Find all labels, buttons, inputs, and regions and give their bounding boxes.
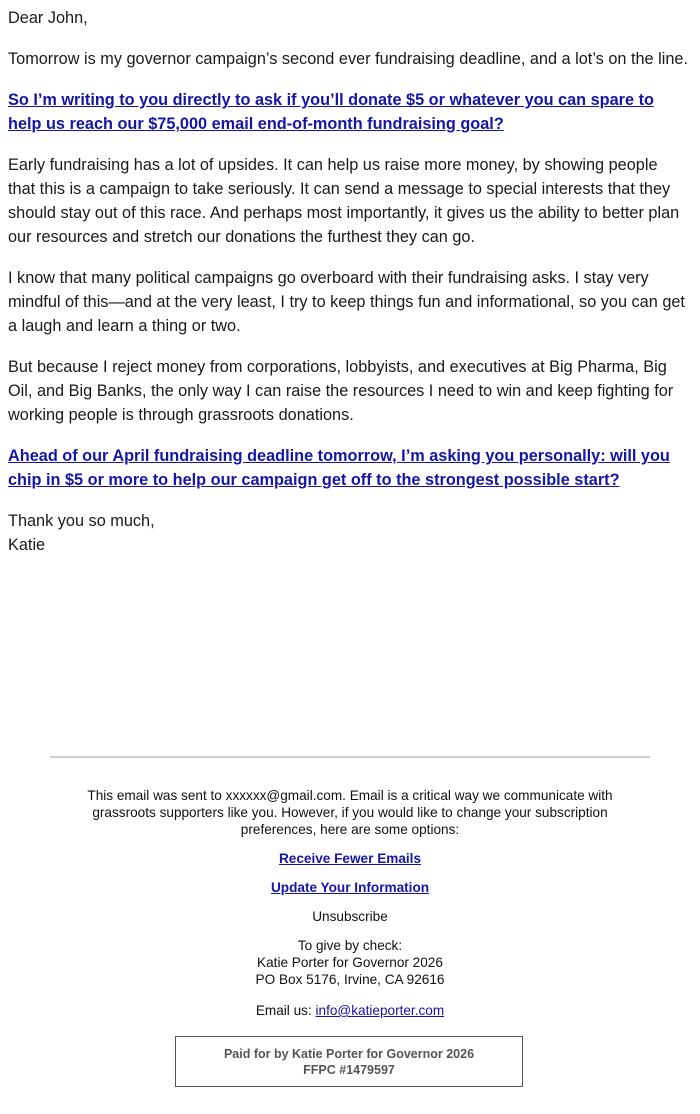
signature: Katie <box>8 536 46 554</box>
receive-fewer-emails-link[interactable]: Receive Fewer Emails <box>278 851 422 866</box>
sign-off <box>8 509 688 557</box>
contact-email-line <box>50 1002 650 1019</box>
update-information-link[interactable]: Update Your Information <box>270 880 430 895</box>
email-label: Email us: <box>255 1003 312 1018</box>
donate-link-goal[interactable]: So I’m writing to you directly to ask if you’ll donate $5 or whatever you can spare to help us reach our $75,000 email end-of-month fundraising goal? <box>8 91 654 133</box>
cta-paragraph-2 <box>8 444 688 492</box>
subscription-notice: This email was sent to xxxxxx@gmail.com. Email is a critical way we communicate with grassroots supporters like you. However, if you would like to change your subscription preferences, here are some options: <box>87 788 613 837</box>
email-body <box>8 6 688 574</box>
disclaimer-line-2: FFPC #1479597 <box>303 1063 395 1077</box>
donate-link-chip-in[interactable]: Ahead of our April fundraising deadline tomorrow, I’m asking you personally: will you chip in $5 or more to help our campaign get off to the strongest possible start? <box>8 447 670 489</box>
paragraph-early-fundraising: Early fundraising has a lot of upsides. It can help us raise more money, by showing people that this is a campaign to take seriously. It can send a message to special interests that they should stay out of this race. And perhaps most importantly, it gives us the ability to better plan our resources and stretch our donations the furthest they can go. <box>8 156 680 246</box>
closing-line: Thank you so much, <box>8 512 155 530</box>
check-donation-info <box>50 937 650 988</box>
disclaimer-line-1: Paid for by Katie Porter for Governor 2026 <box>223 1047 475 1061</box>
paragraph-fundraising-asks: I know that many political campaigns go overboard with their fundraising asks. I stay very mindful of this—and at the very least, I try to keep things fun and informational, so you can get a laugh and learn a thing or two. <box>8 269 685 335</box>
cta-paragraph-1 <box>8 88 688 136</box>
check-payee: Katie Porter for Governor 2026 <box>257 955 443 970</box>
unsubscribe-text[interactable]: Unsubscribe <box>312 909 388 924</box>
check-address: PO Box 5176, Irvine, CA 92616 <box>255 972 445 987</box>
greeting: Dear John, <box>8 9 88 27</box>
check-heading: To give by check: <box>297 938 403 953</box>
paragraph-deadline: Tomorrow is my governor campaign’s second ever fundraising deadline, and a lot’s on the line. <box>8 50 688 68</box>
contact-email-link[interactable]: info@katieporter.com <box>315 1003 445 1018</box>
paid-for-disclaimer <box>175 1036 523 1087</box>
footer-divider <box>50 756 650 758</box>
email-footer <box>50 787 650 1033</box>
paragraph-grassroots: But because I reject money from corporations, lobbyists, and executives at Big Pharma, Big Oil, and Big Banks, the only way I can raise the resources I need to win and keep fighting for working people is through grassroots donations. <box>8 358 674 424</box>
